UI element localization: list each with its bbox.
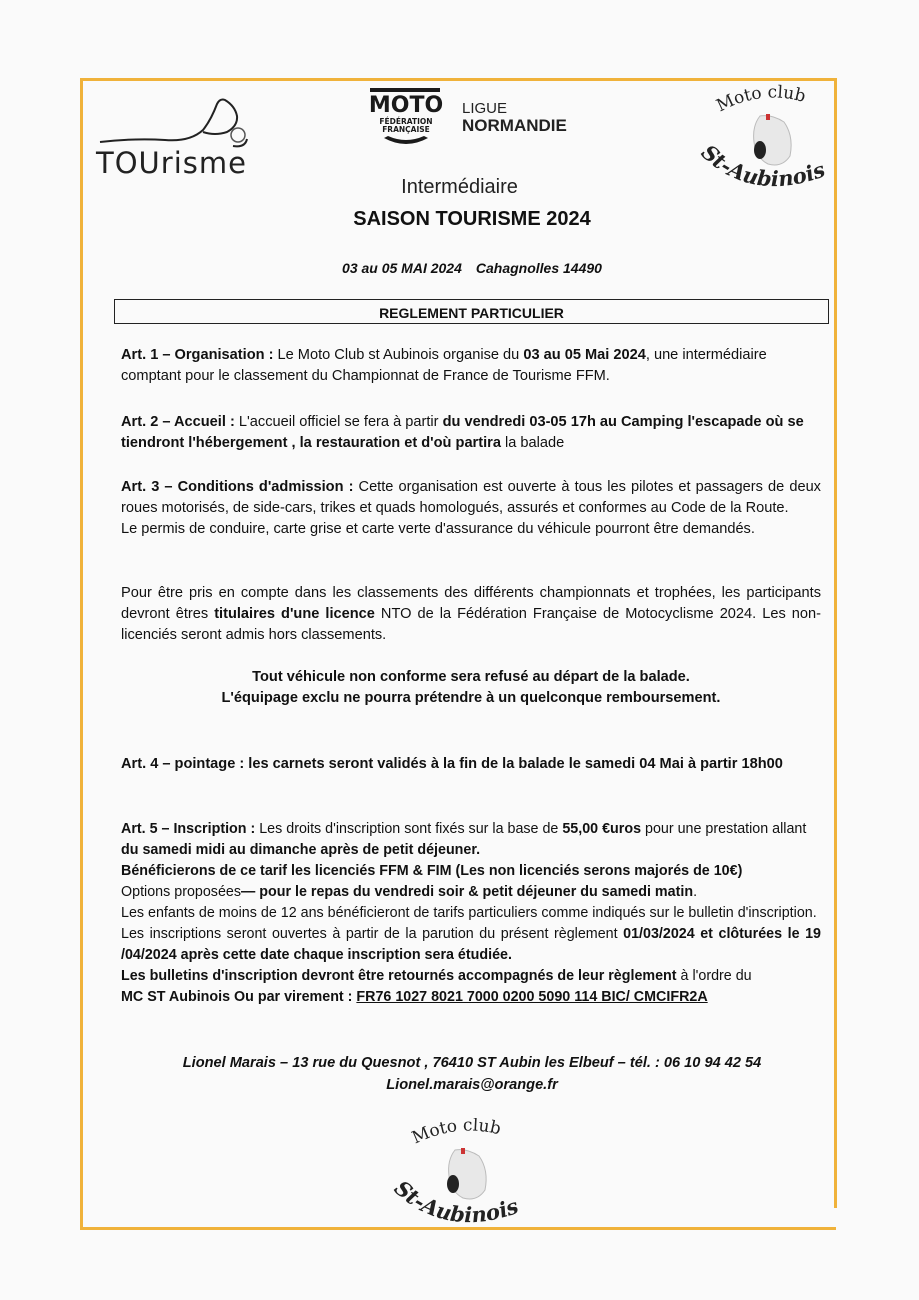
art5-tarif-line: Bénéficierons de ce tarif les licenciés FFM & FIM (Les non licenciés serons majorés de 10€)	[121, 863, 743, 879]
art5-bold-2: du samedi midi au dimanche après de petit déjeuner.	[121, 842, 481, 858]
art3-warning-1: Tout véhicule non conforme sera refusé au départ de la balade.	[252, 669, 690, 685]
page-border-right	[834, 78, 837, 1208]
art5-open-dates: 01/03/2024 et clôturées le 19 /04/2024 après cette date chaque inscription sera étudiée.	[121, 926, 821, 963]
art2-label: Art. 2 – Accueil :	[121, 414, 235, 430]
art5-bulletins-text: à l'ordre du	[676, 968, 752, 984]
ligue-label: LIGUE	[462, 100, 508, 117]
art3-licence-block	[121, 583, 821, 646]
art1-block	[121, 345, 821, 387]
event-type: Intermédiaire	[401, 176, 518, 198]
moto-club-logo-bottom-line1: Moto club	[409, 1118, 503, 1149]
moto-club-logo-line2: St-Aubinois	[696, 139, 829, 192]
art2-bold: du vendredi 03-05 17h au Camping l'escapade où se tiendront l'hébergement , la restauration et d'où partira	[121, 414, 804, 451]
art5-label: Art. 5 – Inscription :	[121, 821, 256, 837]
contact-address: Lionel Marais – 13 rue du Quesnot , 76410 ST Aubin les Elbeuf – tél. : 06 10 94 42 54	[182, 1055, 762, 1071]
season-title: SAISON TOURISME 2024	[353, 208, 591, 230]
moto-club-logo-bottom	[385, 1118, 555, 1236]
reglement-heading: REGLEMENT PARTICULIER	[114, 299, 829, 324]
art1-text-end: , une intermédiaire comptant pour le classement du Championnat de France de Tourisme FFM.	[121, 347, 767, 384]
art5-iban: FR76 1027 8021 7000 0200 5090 114 BIC/ CMCIFR2A	[356, 989, 708, 1005]
ffm-logo-text: MOTO	[368, 93, 444, 118]
ffm-logo-sub1: FÉDÉRATION	[379, 117, 433, 126]
art1-label: Art. 1 – Organisation :	[121, 347, 274, 363]
contact-block	[0, 1052, 919, 1096]
art2-block	[121, 412, 821, 454]
art4-text: Art. 4 – pointage : les carnets seront validés à la fin de la balade le samedi 04 Mai à partir 18h00	[121, 756, 783, 772]
art5-options-end: .	[693, 884, 698, 900]
normandie-label: NORMANDIE	[462, 116, 567, 135]
art1-text: Le Moto Club st Aubinois organise du	[273, 347, 524, 363]
art5-options-bold: — pour le repas du vendredi soir & petit déjeuner du samedi matin	[241, 884, 694, 900]
art3-licence-bold: titulaires d'une licence	[214, 606, 375, 622]
art3-permis: Le permis de conduire, carte grise et carte verte d'assurance du véhicule pourront être demandés.	[121, 521, 755, 537]
art2-text-end: la balade	[500, 435, 565, 451]
art5-options-label: Options proposées	[121, 884, 242, 900]
art4-block	[121, 754, 821, 775]
event-dates: 03 au 05 MAI 2024	[342, 260, 462, 276]
moto-club-logo-line1: Moto club	[713, 84, 808, 117]
art5-text: Les droits d'inscription sont fixés sur la base de	[255, 821, 563, 837]
art5-bulletins-bold: Les bulletins d'inscription devront être retournés accompagnés de leur règlement	[121, 968, 677, 984]
art3-licence-text: Pour être pris en compte dans les classements des différents championnats et trophées, les participants devront êtres	[121, 585, 821, 622]
art5-block	[121, 819, 821, 1008]
art3-warning-2: L'équipage exclu ne pourra prétendre à un quelconque remboursement.	[221, 690, 721, 706]
art3-text: Cette organisation est ouverte à tous les pilotes et passagers de deux roues motorisés, de side-cars, trikes et quads homologués, assurés et conformes au Code de la Route.	[121, 479, 821, 516]
tourisme-logo-text: TOUrisme	[96, 146, 247, 180]
art5-virement-label: MC ST Aubinois Ou par virement :	[121, 989, 357, 1005]
art5-text-2: pour une prestation allant	[641, 821, 807, 837]
art3-block	[121, 477, 821, 540]
art1-dates: 03 au 05 Mai 2024	[523, 347, 646, 363]
moto-club-logo-bottom-line2: St-Aubinois	[389, 1175, 522, 1228]
art3-label: Art. 3 – Conditions d'admission :	[121, 479, 354, 495]
event-place: Cahagnolles 14490	[475, 260, 602, 276]
event-date-place	[0, 260, 919, 276]
art2-text: L'accueil officiel se fera à partir	[234, 414, 443, 430]
contact-email: Lionel.marais@orange.fr	[386, 1077, 558, 1093]
art5-open-text: Les inscriptions seront ouvertes à partir de la parution du présent règlement	[121, 926, 624, 942]
art3-licence-text-end: NTO de la Fédération Française de Motocyclisme 2024. Les non-licenciés seront admis hors classements.	[121, 606, 822, 643]
art3-warning	[121, 667, 821, 709]
art5-price: 55,00 €uros	[562, 821, 642, 837]
art5-children-line: Les enfants de moins de 12 ans bénéficieront de tarifs particuliers comme indiqués sur le bulletin d'inscription.	[121, 905, 817, 921]
ffm-logo	[358, 86, 458, 152]
ffm-logo-sub2: FRANÇAISE	[382, 125, 430, 134]
